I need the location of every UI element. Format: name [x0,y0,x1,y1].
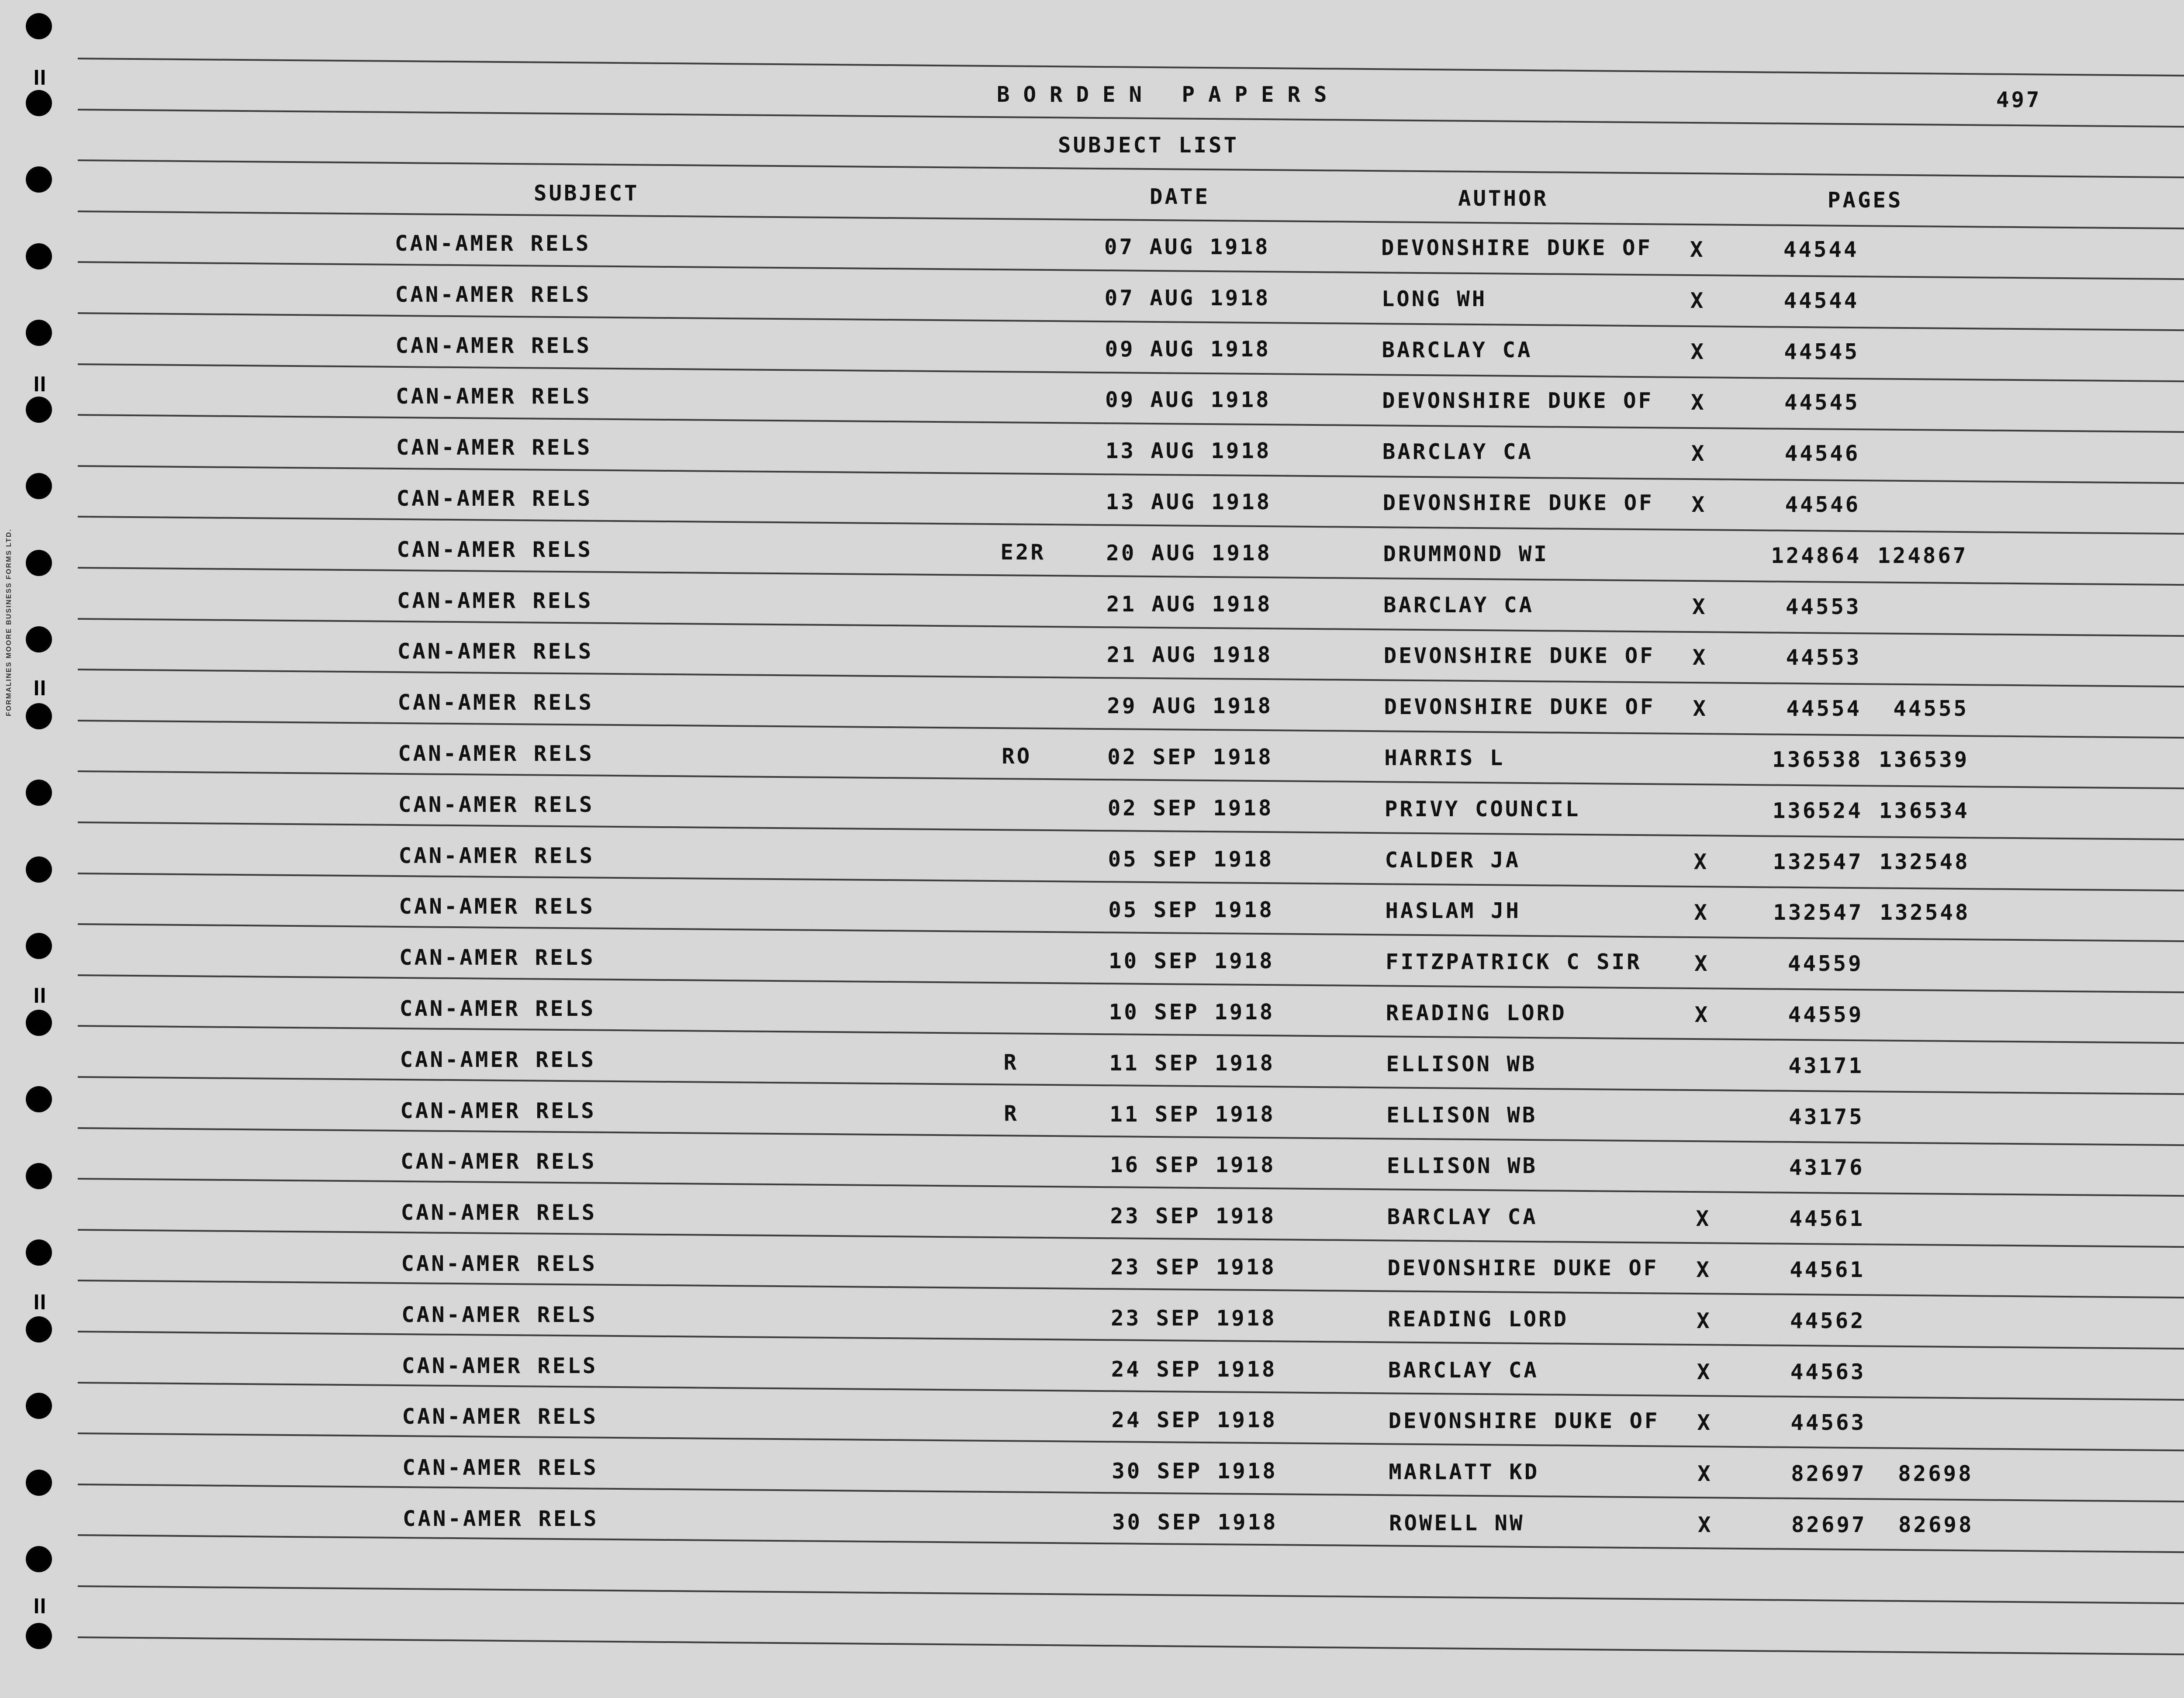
row-subject: CAN-AMER RELS [402,1455,598,1481]
column-header-author: AUTHOR [1458,186,1549,211]
row-subject: CAN-AMER RELS [401,1302,598,1327]
row-author: DRUMMOND WI [1383,541,1549,566]
row-page-end: 82698 [1898,1512,1974,1537]
feed-mark [35,1294,45,1312]
feed-hole [26,320,52,346]
row-author: BARCLAY CA [1382,337,1533,362]
row-page-start: 136538 [1772,747,1863,772]
row-page-end: 44555 [1893,696,1969,721]
ruled-line [78,669,2184,688]
row-author: DEVONSHIRE DUKE OF [1387,1256,1659,1280]
row-author: PRIVY COUNCIL [1384,796,1581,821]
feed-hole [26,1163,52,1189]
document-title: BORDEN PAPERS [997,82,1341,107]
row-subject: CAN-AMER RELS [397,639,594,664]
row-date: 11 SEP 1918 [1109,1050,1275,1076]
row-page-start: 44563 [1790,1410,1866,1436]
ruled-line [78,414,2184,433]
row-page-start: 132547 [1773,900,1864,925]
row-page-start: 82697 [1791,1461,1866,1487]
row-page-start: 44546 [1784,441,1860,466]
feed-mark [35,1598,45,1616]
row-code: RO [1002,744,1032,769]
row-copy-mark: X [1697,1308,1712,1333]
feed-hole [26,473,52,499]
row-subject: CAN-AMER RELS [400,1098,596,1123]
row-author: ROWELL NW [1389,1511,1525,1536]
ruled-line [78,974,2184,994]
row-author: BARCLAY CA [1383,592,1534,618]
ruled-line [78,1636,2184,1656]
feed-hole [26,166,52,193]
ruled-line [78,567,2184,586]
row-page-start: 44562 [1790,1308,1866,1333]
ruled-line [78,1484,2184,1503]
row-date: 10 SEP 1918 [1109,949,1275,974]
ruled-line [78,58,2184,77]
ruled-line [78,1127,2184,1146]
feed-mark [35,680,45,698]
row-copy-mark: X [1697,1410,1713,1436]
row-code: R [1004,1101,1019,1126]
row-copy-mark: X [1694,1002,1710,1027]
feed-hole [26,780,52,806]
row-subject: CAN-AMER RELS [400,1047,596,1072]
row-subject: CAN-AMER RELS [397,690,594,715]
ruled-line [78,1432,2184,1452]
row-page-start: 44553 [1786,645,1862,670]
feed-hole [26,1546,52,1572]
ruled-line [78,1280,2184,1299]
row-author: DEVONSHIRE DUKE OF [1381,235,1653,260]
row-author: HASLAM JH [1385,898,1521,924]
row-date: 11 SEP 1918 [1109,1101,1275,1127]
row-subject: CAN-AMER RELS [397,537,593,562]
row-date: 13 AUG 1918 [1106,490,1272,514]
ruled-line [78,770,2184,790]
row-copy-mark: X [1694,951,1710,977]
column-header-date: DATE [1150,184,1210,209]
row-author: READING LORD [1388,1306,1569,1332]
row-copy-mark: X [1691,441,1707,466]
feed-hole [26,856,52,883]
row-date: 13 AUG 1918 [1105,438,1272,464]
row-page-start: 132547 [1773,849,1863,874]
feed-hole [26,550,52,576]
row-page-start: 44544 [1783,237,1859,262]
row-copy-mark: X [1697,1359,1712,1384]
row-subject: CAN-AMER RELS [395,231,591,256]
row-date: 23 SEP 1918 [1110,1204,1276,1229]
row-author: DEVONSHIRE DUKE OF [1383,643,1655,669]
row-copy-mark: X [1697,1461,1713,1487]
ruled-line [78,1534,2184,1553]
feed-hole [26,397,52,423]
feed-hole [26,626,52,652]
row-page-end: 82698 [1898,1461,1973,1487]
feed-mark [35,988,45,1005]
list-subtitle: SUBJECT LIST [1058,133,1239,158]
row-copy-mark: X [1692,594,1707,619]
row-author: FITZPATRICK C SIR [1386,949,1642,975]
row-copy-mark: X [1692,645,1708,670]
row-page-start: 44545 [1784,339,1859,364]
row-page-end: 136539 [1879,747,1970,772]
row-subject: CAN-AMER RELS [403,1506,599,1531]
row-page-end: 124867 [1877,543,1968,568]
ruled-line [78,720,2184,739]
column-header-subject: SUBJECT [534,181,639,206]
row-page-start: 44563 [1790,1359,1866,1384]
feed-hole [26,703,52,729]
feed-mark [35,70,45,87]
row-subject: CAN-AMER RELS [399,945,595,970]
row-date: 21 AUG 1918 [1106,591,1272,617]
row-page-start: 124864 [1771,543,1862,568]
row-subject: CAN-AMER RELS [402,1404,598,1429]
row-page-start: 43176 [1789,1155,1865,1180]
ruled-line [78,312,2184,331]
row-subject: CAN-AMER RELS [398,792,594,817]
row-date: 23 SEP 1918 [1111,1305,1277,1331]
row-date: 16 SEP 1918 [1109,1153,1276,1178]
feed-hole [26,1239,52,1266]
row-page-start: 44554 [1786,696,1862,721]
ruled-line [78,618,2184,637]
ruled-line [78,1229,2184,1248]
row-date: 07 AUG 1918 [1104,235,1270,259]
row-copy-mark: X [1691,390,1706,415]
ruled-line [78,1178,2184,1197]
row-page-start: 43171 [1788,1053,1864,1078]
row-author: DEVONSHIRE DUKE OF [1388,1408,1660,1434]
row-page-start: 44546 [1785,492,1861,517]
row-subject: CAN-AMER RELS [395,333,591,358]
row-date: 30 SEP 1918 [1112,1510,1278,1535]
row-author: DEVONSHIRE DUKE OF [1382,490,1654,515]
ruled-line [78,1076,2184,1095]
row-date: 02 SEP 1918 [1107,795,1274,821]
row-date: 30 SEP 1918 [1112,1459,1278,1484]
row-date: 09 AUG 1918 [1105,336,1271,362]
feed-hole [26,243,52,269]
row-author: ELLISON WB [1386,1051,1537,1077]
row-author: BARCLAY CA [1382,439,1533,465]
row-subject: CAN-AMER RELS [397,588,593,613]
row-author: DEVONSHIRE DUKE OF [1384,694,1655,720]
row-subject: CAN-AMER RELS [401,1200,597,1225]
row-subject: CAN-AMER RELS [396,435,592,460]
row-subject: CAN-AMER RELS [398,843,595,868]
row-copy-mark: X [1693,696,1708,721]
ruled-line [78,923,2184,942]
feed-hole [26,1086,52,1112]
ruled-line [78,516,2184,535]
row-page-start: 82697 [1791,1512,1867,1537]
row-date: 20 AUG 1918 [1106,540,1272,566]
row-page-end: 132548 [1880,900,1970,925]
row-page-start: 136524 [1772,798,1863,823]
row-code: E2R [1000,539,1046,565]
feed-mark [35,376,45,394]
row-date: 24 SEP 1918 [1111,1356,1277,1382]
feed-hole [26,1470,52,1496]
row-subject: CAN-AMER RELS [401,1251,597,1276]
row-date: 07 AUG 1918 [1104,285,1271,311]
row-date: 24 SEP 1918 [1111,1408,1278,1433]
feed-hole [26,1393,52,1419]
ruled-line [78,159,2184,179]
row-author: MARLATT KD [1389,1460,1540,1485]
row-copy-mark: X [1690,237,1705,262]
row-date: 23 SEP 1918 [1110,1255,1276,1280]
row-subject: CAN-AMER RELS [398,741,594,766]
ruled-line [78,1025,2184,1044]
ruled-line [78,873,2184,892]
ruled-line [78,1331,2184,1350]
row-copy-mark: X [1698,1512,1713,1537]
row-page-start: 44561 [1790,1257,1865,1282]
ruled-line [78,261,2184,280]
row-author: LONG WH [1381,286,1487,311]
row-date: 05 SEP 1918 [1108,897,1274,923]
row-subject: CAN-AMER RELS [395,282,591,307]
feed-hole [26,13,52,39]
row-copy-mark: X [1691,492,1707,517]
row-date: 21 AUG 1918 [1106,642,1273,668]
row-page-start: 44559 [1788,951,1863,977]
ruled-line [78,1382,2184,1401]
ruled-line [78,109,2184,128]
ruled-line [78,821,2184,841]
row-author: CALDER JA [1385,847,1521,873]
row-copy-mark: X [1693,849,1709,874]
row-author: BARCLAY CA [1387,1204,1538,1230]
row-page-start: 44545 [1784,390,1860,415]
feed-hole [26,1316,52,1343]
row-date: 29 AUG 1918 [1107,694,1273,719]
row-copy-mark: X [1690,339,1706,364]
row-author: ELLISON WB [1386,1102,1538,1128]
column-header-pages: PAGES [1828,188,1903,213]
row-subject: CAN-AMER RELS [396,486,593,511]
ruled-line [78,465,2184,484]
row-page-start: 44544 [1783,288,1859,313]
row-copy-mark: X [1696,1257,1711,1282]
row-date: 05 SEP 1918 [1108,846,1274,872]
ruled-line [78,363,2184,383]
row-copy-mark: X [1690,288,1706,313]
row-copy-mark: X [1696,1206,1711,1232]
row-author: HARRIS L [1384,745,1505,770]
row-page-end: 136534 [1879,798,1970,823]
ruled-line [78,1585,2184,1605]
row-date: 02 SEP 1918 [1107,745,1273,770]
margin-imprint: FORMALINES MOORE BUSINESS FORMS LTD. [5,528,13,716]
row-subject: CAN-AMER RELS [399,894,595,919]
row-date: 09 AUG 1918 [1105,387,1271,413]
row-page-start: 44561 [1789,1206,1865,1232]
row-code: R [1003,1049,1019,1075]
row-page-end: 132548 [1879,849,1970,874]
row-author: BARCLAY CA [1388,1357,1539,1383]
row-page-start: 43175 [1789,1104,1864,1129]
feed-hole [26,90,52,116]
row-page-start: 44553 [1786,594,1861,619]
feed-hole [26,1010,52,1036]
row-date: 10 SEP 1918 [1109,1000,1275,1025]
row-page-start: 44559 [1788,1002,1864,1027]
row-subject: CAN-AMER RELS [396,384,592,409]
ruled-line [78,211,2184,230]
row-author: READING LORD [1386,1001,1567,1025]
row-subject: CAN-AMER RELS [399,996,596,1021]
feed-hole [26,1623,52,1649]
row-subject: CAN-AMER RELS [400,1149,597,1174]
feed-hole [26,933,52,959]
row-author: ELLISON WB [1386,1153,1538,1179]
row-subject: CAN-AMER RELS [401,1353,598,1378]
page-number: 497 [1996,87,2042,112]
row-copy-mark: X [1694,900,1709,925]
row-author: DEVONSHIRE DUKE OF [1382,388,1654,414]
